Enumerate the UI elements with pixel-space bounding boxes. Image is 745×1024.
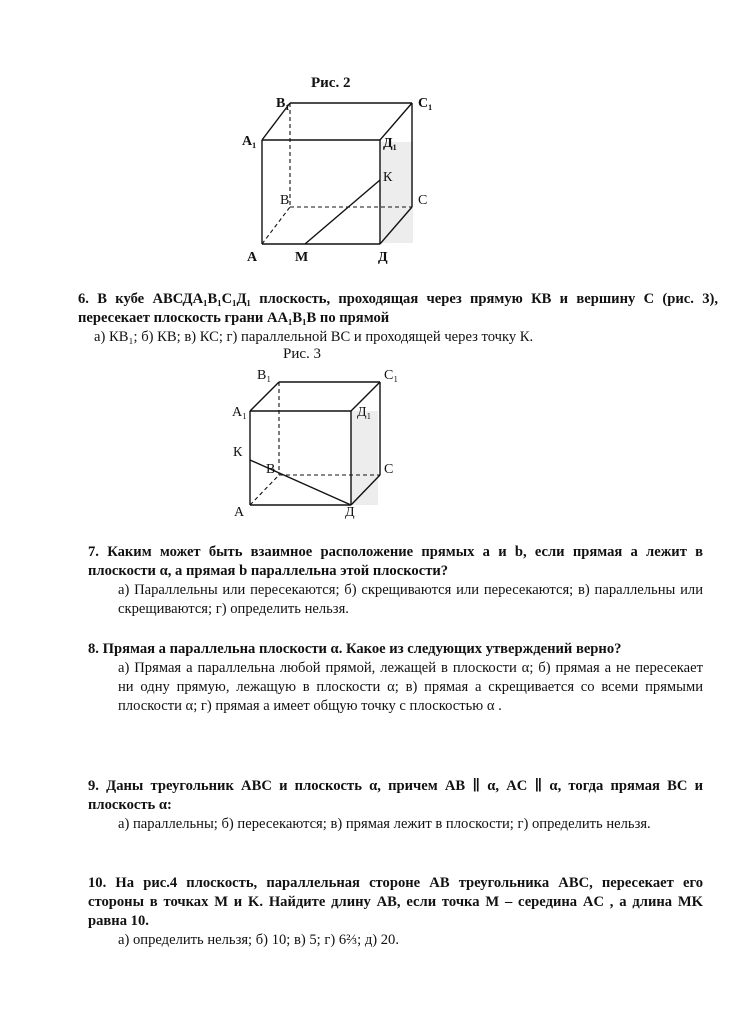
question-text: Каким может быть взаимное расположение прямых a и b, если прямая a лежит в плоскости α, а прямая b параллельна этой плоскости? — [88, 544, 703, 579]
answer-options: а) Параллельны или пересекаются; б) скрещиваются или пересекаются; в) параллельны или скрещиваются; г) определить нельзя. — [118, 582, 703, 617]
label-d: Д — [345, 505, 355, 520]
label-a1: А₁ — [242, 134, 257, 149]
label-b: В — [280, 193, 290, 208]
hidden-edge — [250, 475, 279, 505]
label-d1: Д₁ — [357, 405, 372, 420]
label-a1: А₁ — [232, 405, 247, 420]
label-c1: С₁ — [418, 96, 433, 111]
answer-options: а) КВ₁; б) КВ; в) КС; г) параллельной ВС и проходящей через точку К. — [94, 329, 534, 345]
label-k: К — [233, 445, 243, 460]
edge — [351, 475, 380, 505]
label-k: К — [383, 170, 393, 185]
question-number: 8. — [88, 641, 99, 657]
question-10 — [88, 874, 703, 950]
label-d1: Д₁ — [383, 136, 397, 151]
question-9 — [88, 777, 703, 834]
question-text: На рис.4 плоскость, параллельная стороне AB треугольника ABC, пересекает его стороны в точках M и K. Найдите длину AB, если точка M – середина AC , а длина MK равна 10. — [88, 875, 704, 929]
question-text: Прямая a параллельна плоскости α. Какое из следующих утверждений верно? — [102, 641, 622, 657]
label-b1: В₁ — [276, 96, 290, 111]
edge — [250, 382, 279, 411]
label-d: Д — [378, 250, 388, 265]
label-b1: В₁ — [257, 368, 272, 383]
figure-3-caption: Рис. 3 — [283, 346, 322, 362]
label-c: С — [384, 462, 394, 477]
question-number: 9. — [88, 778, 99, 794]
question-7 — [88, 543, 703, 619]
label-a: А — [247, 250, 258, 265]
question-text: Даны треугольник ABC и плоскость α, причем AB ∥ α, AC ∥ α, тогда прямая BC и плоскость α: — [88, 778, 703, 813]
question-text: В кубе АВСДА₁В₁С₁Д₁ плоскость, проходящая через прямую КВ и вершину С (рис. 3), пересекает плоскость грани АА₁В₁В по прямой — [78, 291, 719, 326]
question-number: 7. — [88, 544, 99, 560]
label-c: С — [418, 193, 428, 208]
label-b: В — [266, 462, 276, 477]
label-c1: С₁ — [384, 368, 399, 383]
answer-options: а) параллельны; б) пересекаются; в) прямая лежит в плоскости; г) определить нельзя. — [118, 816, 651, 832]
question-number: 10. — [88, 875, 107, 891]
question-8 — [88, 640, 703, 716]
answer-options: а) Прямая a параллельна любой прямой, лежащей в плоскости α; б) прямая a не пересекает ни одну прямую, лежащую в плоскости α; в) прямая a скрещивается со всеми прямыми плоскости α; г) прямая a имеет общую точку с плоскостью α . — [118, 660, 703, 714]
figure-2-caption: Рис. 2 — [311, 75, 351, 91]
label-m: М — [295, 250, 309, 265]
answer-options: а) определить нельзя; б) 10; в) 5; г) 6⅔; д) 20. — [118, 932, 400, 948]
label-a: А — [234, 505, 245, 520]
question-number: 6. — [78, 291, 89, 307]
